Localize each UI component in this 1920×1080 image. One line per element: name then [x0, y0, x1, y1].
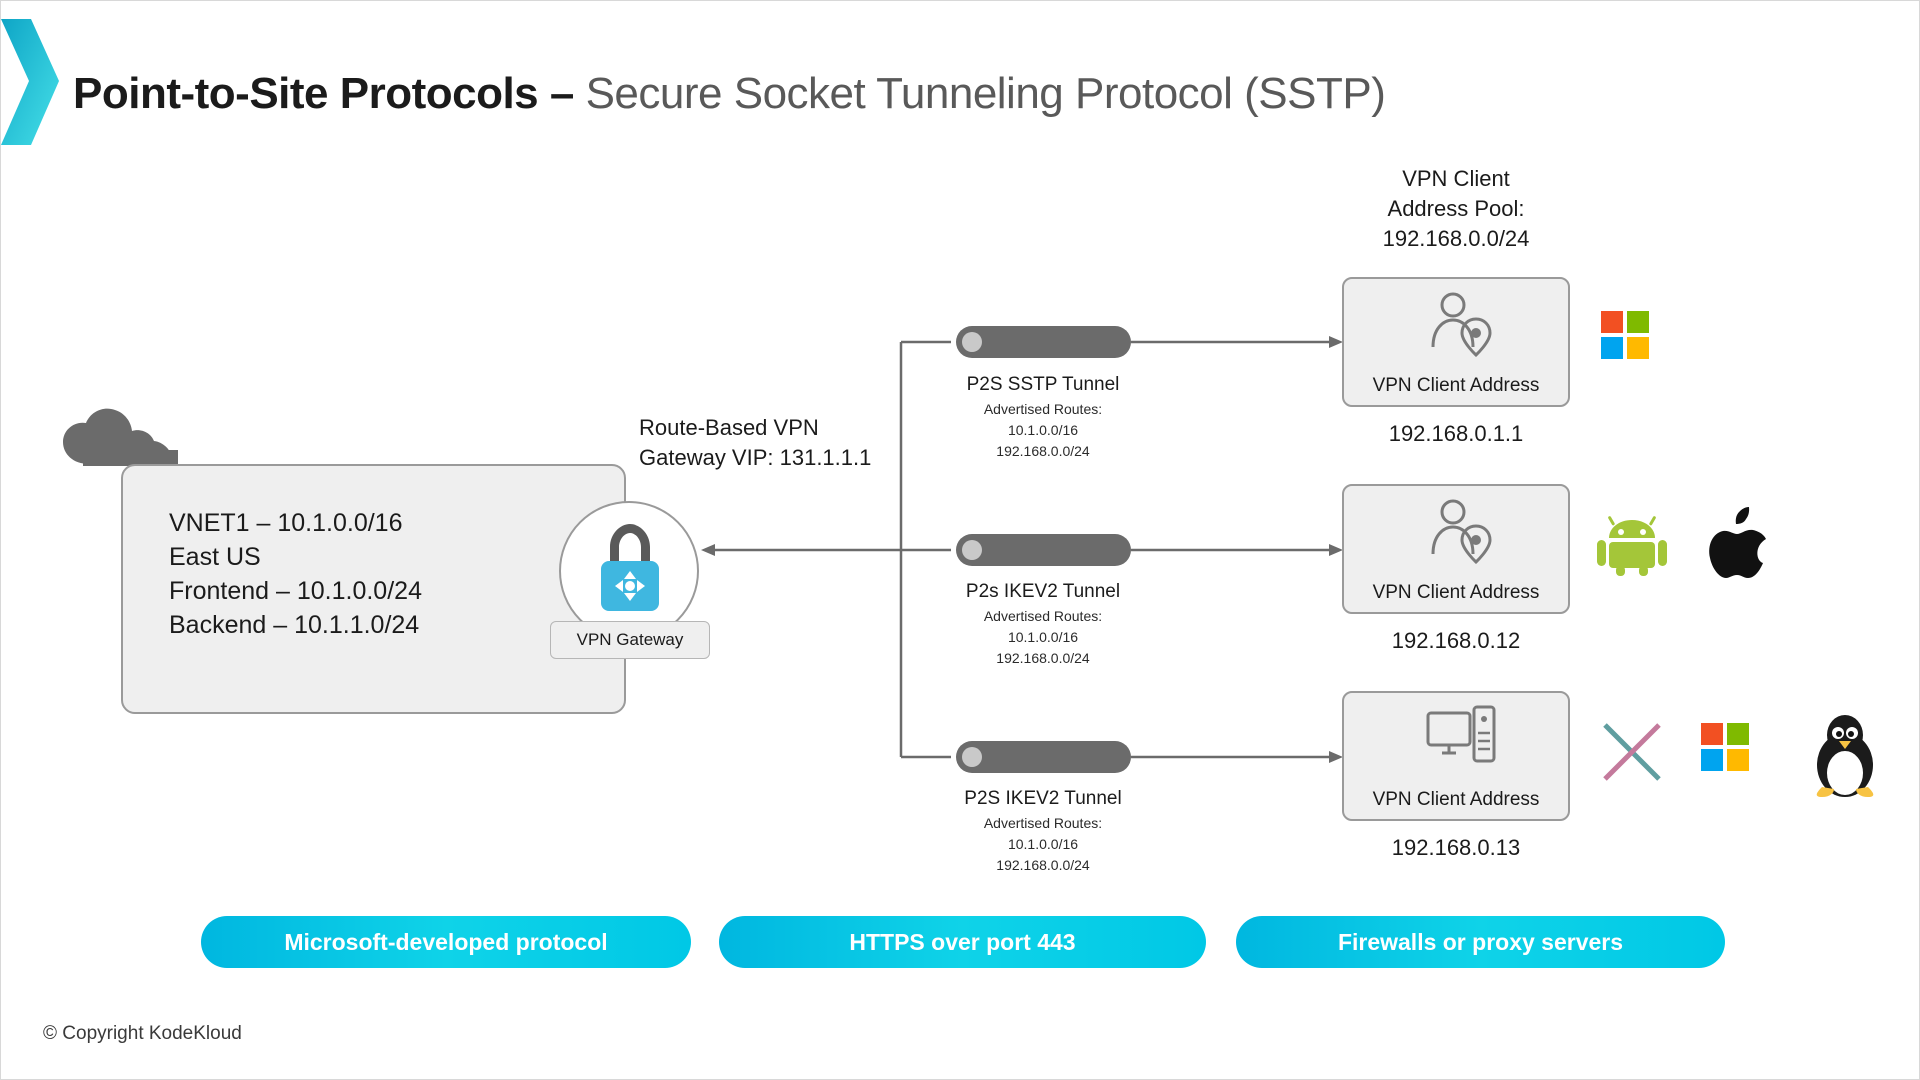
- client-ip-1: 192.168.0.1.1: [1388, 421, 1524, 446]
- tunnel-routes-1-line-2: 10.1.0.0/16: [1007, 422, 1079, 438]
- apple-logo: [1706, 506, 1778, 586]
- client-box-1: [1342, 277, 1570, 407]
- tunnel-routes-3-line-1: Advertised Routes:: [983, 815, 1103, 831]
- page-title: [73, 69, 1385, 119]
- tunnel-title-3: P2S IKEV2 Tunnel: [964, 788, 1122, 809]
- android-logo: [1597, 514, 1667, 576]
- vnet-details: [169, 506, 422, 642]
- gateway-vip-line-1: Route-Based VPN: [639, 415, 819, 440]
- address-pool-line-1: VPN Client: [1402, 166, 1510, 191]
- client-ip-3: 192.168.0.13: [1391, 835, 1521, 860]
- address-pool-text: [1336, 164, 1576, 254]
- windows-logo: [1701, 723, 1761, 783]
- feature-pill-3[interactable]: Firewalls or proxy servers: [1236, 916, 1725, 968]
- client-box-3-label: VPN Client Address: [1372, 789, 1540, 810]
- page-title-light: Secure Socket Tunneling Protocol (SSTP): [585, 69, 1386, 118]
- user-location-icon: [1426, 496, 1492, 568]
- tunnel-knob-icon: [962, 540, 982, 560]
- tunnel-routes-1-line-3: 192.168.0.0/24: [996, 443, 1090, 459]
- vnet-line-2: East US: [169, 543, 261, 571]
- client-box-1-label: VPN Client Address: [1372, 375, 1540, 396]
- tunnel-bar-2: [956, 534, 1131, 566]
- desktop-server-icon: [1426, 705, 1496, 773]
- vpn-gateway-label: VPN Gateway: [550, 621, 710, 659]
- user-location-icon: [1426, 289, 1492, 361]
- client-box-3: [1342, 691, 1570, 821]
- linux-penguin-logo: [1806, 713, 1884, 799]
- tunnel-routes-2: [913, 606, 1173, 669]
- tunnel-routes-2-line-1: Advertised Routes:: [983, 608, 1103, 624]
- tunnel-title-2: P2s IKEV2 Tunnel: [965, 581, 1121, 602]
- tunnel-title-1: P2S SSTP Tunnel: [966, 374, 1120, 395]
- lock-icon: [593, 521, 667, 616]
- tunnel-routes-1-line-1: Advertised Routes:: [983, 401, 1103, 417]
- tunnel-bar-1: [956, 326, 1131, 358]
- feature-pill-1[interactable]: Microsoft-developed protocol: [201, 916, 691, 968]
- tunnel-routes-3: [913, 813, 1173, 876]
- tunnel-routes-2-line-3: 192.168.0.0/24: [996, 650, 1090, 666]
- page-title-bold: Point-to-Site Protocols –: [73, 69, 586, 118]
- gateway-vip: [639, 413, 871, 473]
- cloud-icon: [63, 406, 178, 466]
- tunnel-routes-2-line-2: 10.1.0.0/16: [1007, 629, 1079, 645]
- client-box-2: [1342, 484, 1570, 614]
- address-pool-line-3: 192.168.0.0/24: [1382, 226, 1530, 251]
- tunnel-routes-1: [913, 399, 1173, 462]
- x-cross-mark-icon: [1599, 719, 1665, 785]
- tunnel-knob-icon: [962, 332, 982, 352]
- windows-logo: [1601, 311, 1661, 371]
- tunnel-bar-3: [956, 741, 1131, 773]
- client-box-2-label: VPN Client Address: [1372, 582, 1540, 603]
- client-ip-2: 192.168.0.12: [1391, 628, 1521, 653]
- tunnel-knob-icon: [962, 747, 982, 767]
- chevron-brand-icon: [1, 19, 61, 149]
- copyright-text: © Copyright KodeKloud: [43, 1023, 242, 1044]
- tunnel-routes-3-line-3: 192.168.0.0/24: [996, 857, 1090, 873]
- vnet-line-1: VNET1 – 10.1.0.0/16: [169, 509, 403, 537]
- vnet-line-3: Frontend – 10.1.0.0/24: [169, 577, 422, 605]
- gateway-vip-line-2: Gateway VIP: 131.1.1.1: [639, 445, 872, 470]
- vnet-line-4: Backend – 10.1.1.0/24: [169, 611, 420, 639]
- feature-pill-2[interactable]: HTTPS over port 443: [719, 916, 1206, 968]
- address-pool-line-2: Address Pool:: [1387, 196, 1525, 221]
- tunnel-routes-3-line-2: 10.1.0.0/16: [1007, 836, 1079, 852]
